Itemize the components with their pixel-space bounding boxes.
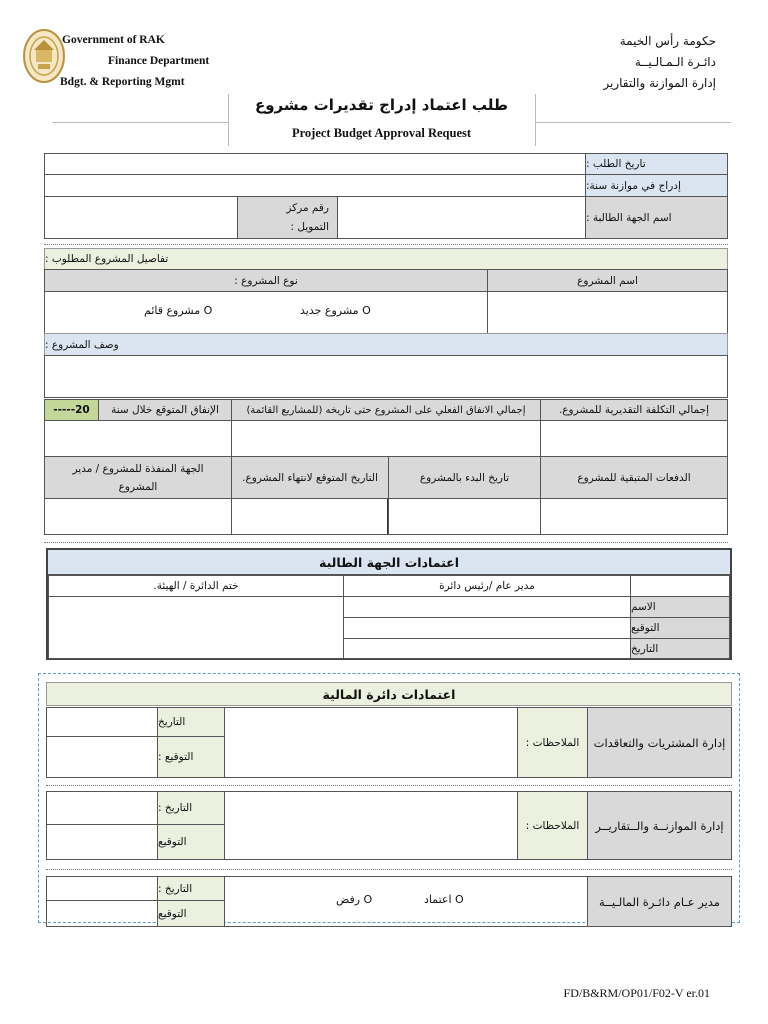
budget-signature-label: التوقيع — [157, 824, 225, 860]
director-final-signature-field[interactable] — [46, 900, 158, 927]
header-divider-left — [52, 122, 228, 123]
procurement-dept-label: إدارة المشتريات والتعاقدات — [587, 707, 732, 778]
signature-label: التوقيع — [630, 617, 730, 639]
budget-date-field[interactable] — [46, 791, 158, 825]
budget-date-label: التاريخ : — [157, 791, 225, 825]
budget-remarks-label: الملاحظات : — [517, 791, 588, 860]
procurement-date-label: التاريخ — [157, 707, 225, 737]
stamp-header: ختم الدائرة / الهيئة. — [48, 575, 344, 597]
stamp-field[interactable] — [48, 596, 344, 659]
header-divider-right — [535, 122, 731, 123]
form-code: FD/B&RM/OP01/F02-V er.01 — [563, 986, 710, 1000]
director-date-field[interactable] — [343, 638, 631, 659]
header-en-line1: Government of RAK — [62, 34, 165, 46]
reject-option[interactable]: O رفض — [336, 893, 373, 906]
form-title-arabic: طلب اعتماد إدراج تقديرات مشروع — [254, 96, 509, 114]
divider-dotted-2 — [44, 542, 728, 543]
budget-year-field[interactable] — [44, 174, 586, 197]
remaining-payments-header: الدفعات المتبقية للمشروع — [540, 456, 728, 499]
finance-approvals-title: اعتمادات دائرة المالية — [46, 682, 732, 706]
requesting-approvals-title: اعتمادات الجهة الطالبة — [48, 550, 730, 575]
procurement-remarks-label: الملاحظات : — [517, 707, 588, 778]
start-date-header: تاريخ البدء بالمشروع — [388, 456, 541, 499]
request-date-label: تاريخ الطلب : — [585, 153, 728, 175]
actual-spend-header: إجمالي الانفاق الفعلي على المشروع حتى تاريخه (للمشاريع القائمة) — [231, 399, 541, 421]
start-date-field[interactable] — [388, 498, 541, 535]
existing-project-option[interactable]: O مشروع قائم — [144, 304, 213, 317]
date-label: التاريخ — [630, 638, 730, 659]
new-project-option[interactable]: O مشروع جديد — [300, 304, 371, 317]
director-final-signature-label: التوقيع — [157, 900, 225, 927]
header-ar-line3: إدارة الموازنة والتقارير — [603, 76, 716, 90]
budget-year-label: إدراج في موازنة سنة: — [585, 174, 728, 197]
expected-spend-field[interactable] — [44, 420, 232, 457]
director-final-date-label: التاريخ : — [157, 876, 225, 901]
project-type-header: نوع المشروع : — [44, 269, 488, 292]
approval-corner-cell — [630, 575, 730, 597]
procurement-remarks-field[interactable] — [224, 707, 518, 778]
actual-spend-field[interactable] — [231, 420, 541, 457]
project-details-heading: تفاصيل المشروع المطلوب : — [44, 248, 728, 270]
procurement-date-field[interactable] — [46, 707, 158, 737]
funding-center-field[interactable] — [44, 196, 238, 239]
title-box-right-border — [535, 94, 536, 146]
procurement-signature-label: التوقيع : — [157, 736, 225, 778]
header-ar-line2: دائـرة الـمـالـيــة — [634, 55, 716, 69]
project-type-options — [44, 291, 488, 334]
budget-signature-field[interactable] — [46, 824, 158, 860]
project-description-field[interactable] — [44, 355, 728, 398]
header-ar-line1: حكومة رأس الخيمة — [619, 34, 716, 48]
requesting-entity-label: اسم الجهة الطالبة : — [585, 196, 728, 239]
project-name-header: اسم المشروع — [487, 269, 728, 292]
form-title-english: Project Budget Approval Request — [291, 126, 472, 140]
end-date-header: التاريخ المتوقع لانتهاء المشروع. — [231, 456, 389, 499]
approve-option[interactable]: O اعتماد — [424, 893, 464, 906]
director-signature-field[interactable] — [343, 617, 631, 639]
director-decision-field — [224, 876, 588, 927]
header-en-line3: Bdgt. & Reporting Mgmt — [60, 76, 185, 88]
project-name-field[interactable] — [487, 291, 728, 334]
expected-spend-header: الإنفاق المتوقع خلال سنة — [98, 399, 232, 421]
total-estimated-cost-field[interactable] — [540, 420, 728, 457]
request-date-field[interactable] — [44, 153, 586, 175]
procurement-signature-field[interactable] — [46, 736, 158, 778]
name-label: الاسم — [630, 596, 730, 618]
divider-dotted — [44, 244, 728, 245]
executing-entity-header: الجهة المنفذة للمشروع / مدير المشروع — [44, 456, 232, 499]
expected-spend-year: 20----- — [44, 399, 99, 421]
finance-divider-1 — [46, 785, 732, 786]
funding-center-label: رقم مركز التمويل : — [237, 196, 338, 239]
end-date-field[interactable] — [231, 498, 389, 535]
director-final-date-field[interactable] — [46, 876, 158, 901]
remaining-payments-field[interactable] — [540, 498, 728, 535]
total-estimated-cost-header: إجمالي التكلفة التقديرية للمشروع. — [540, 399, 728, 421]
requesting-entity-field[interactable] — [337, 196, 586, 239]
finance-divider-2 — [46, 869, 732, 870]
budget-remarks-field[interactable] — [224, 791, 518, 860]
project-description-label: وصف المشروع : — [44, 333, 728, 356]
header-en-line2: Finance Department — [108, 55, 210, 67]
budget-dept-label: إدارة الموازنــة والــتقاريــر — [587, 791, 732, 860]
director-name-field[interactable] — [343, 596, 631, 618]
finance-director-label: مدير عـام دائـرة المالـيــة — [587, 876, 732, 927]
executing-entity-field[interactable] — [44, 498, 232, 535]
director-header: مدير عام /رئيس دائرة — [343, 575, 631, 597]
